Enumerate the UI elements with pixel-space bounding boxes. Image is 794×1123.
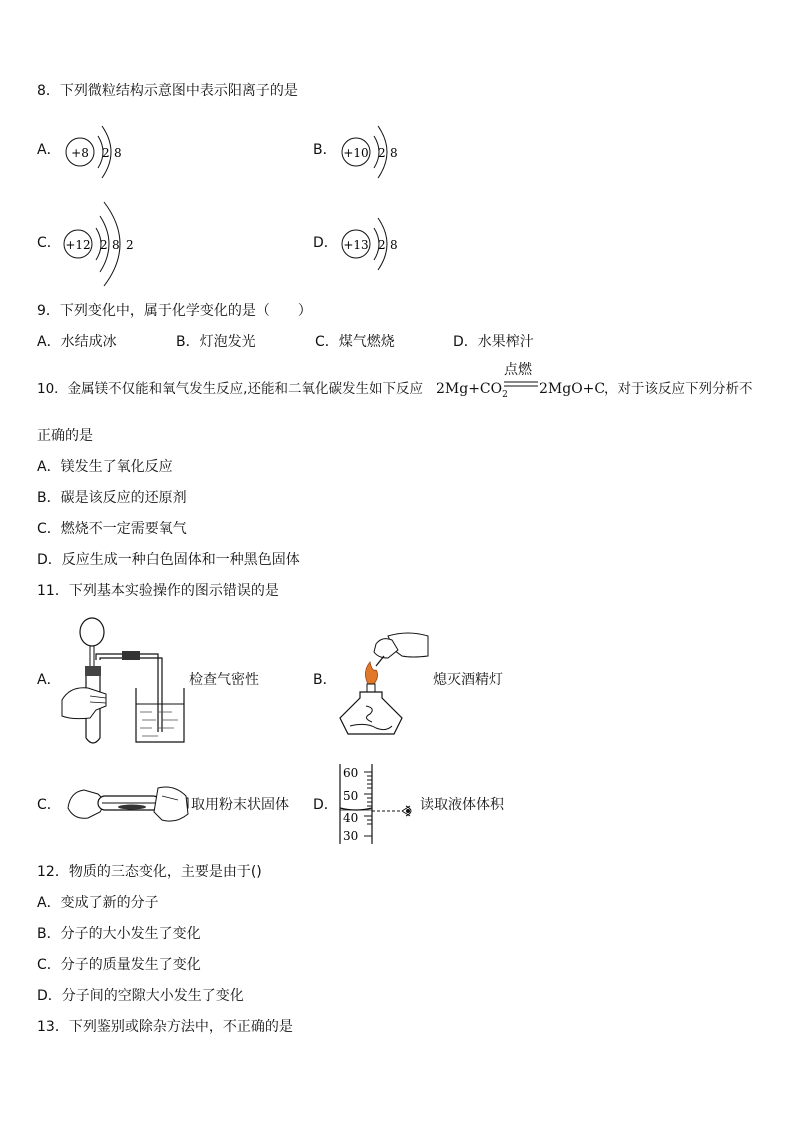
q12-option-d: D．分子间的空隙大小发生了变化 <box>37 988 244 1004</box>
q10-stem-line2: 正确的是 <box>37 428 93 444</box>
q8-option-d-label: D． <box>313 235 338 251</box>
q8-atom-diagram-a <box>64 118 134 186</box>
q10-equation-right: 2MgO+C <box>539 381 606 397</box>
q12-option-a: A．变成了新的分子 <box>37 895 159 911</box>
svg-text:2: 2 <box>102 146 110 160</box>
q8-option-b-label: B． <box>313 142 337 158</box>
svg-text:+12: +12 <box>65 238 91 252</box>
q9-option-a: A．水结成冰 <box>37 334 117 350</box>
svg-text:30: 30 <box>343 829 359 843</box>
q10-option-d: D．反应生成一种白色固体和一种黑色固体 <box>37 552 300 568</box>
q10-equation-left: $2Mg+CO_2$ <box>436 381 508 400</box>
q10-option-a: A．镁发生了氧化反应 <box>37 459 173 475</box>
svg-text:60: 60 <box>343 766 359 780</box>
q12-stem: 12．物质的三态变化，主要是由于() <box>37 864 262 880</box>
q10-option-b: B．碳是该反应的还原剂 <box>37 490 187 506</box>
q10-option-c: C．燃烧不一定需要氧气 <box>37 521 187 537</box>
q10-stem-end: ，对于该反应下列分析不 <box>604 381 753 397</box>
q11-stem: 11．下列基本实验操作的图示错误的是 <box>37 583 279 599</box>
q11-option-d-label: D． <box>313 797 338 813</box>
svg-text:50: 50 <box>343 789 359 803</box>
q11-option-c-label: C． <box>37 797 61 813</box>
q11-option-c-caption: 取用粉末状固体 <box>191 797 289 813</box>
q11-option-b-label: B． <box>313 672 337 688</box>
q9-option-b: B．灯泡发光 <box>176 334 256 350</box>
graduated-cylinder-illustration <box>336 762 420 846</box>
q12-option-c: C．分子的质量发生了变化 <box>37 957 201 973</box>
water-beaker-icon <box>132 682 188 746</box>
svg-text:2: 2 <box>378 146 386 160</box>
q8-stem: 8．下列微粒结构示意图中表示阳离子的是 <box>37 83 298 99</box>
svg-text:2: 2 <box>126 238 134 252</box>
q11-option-d-caption: 读取液体体积 <box>420 797 504 813</box>
q8-option-c-label: C． <box>37 235 61 251</box>
q10-stem-start: 10．金属镁不仅能和氧气发生反应,还能和二氧化碳发生如下反应 <box>37 381 423 397</box>
svg-text:2: 2 <box>100 238 108 252</box>
q9-stem: 9．下列变化中，属于化学变化的是（ ） <box>37 303 312 319</box>
svg-text:8: 8 <box>390 146 398 160</box>
q9-option-c: C．煤气燃烧 <box>315 334 395 350</box>
q9-option-d: D．水果榨汁 <box>453 334 534 350</box>
q10-equals-sign <box>504 380 538 388</box>
svg-text:+8: +8 <box>71 146 89 160</box>
svg-text:+10: +10 <box>343 146 369 160</box>
q8-atom-diagram-b <box>340 118 410 186</box>
alcohol-lamp-illustration <box>336 628 432 740</box>
q10-equation-condition: 点燃 <box>504 362 532 378</box>
q8-option-a-label: A． <box>37 142 61 158</box>
svg-text:8: 8 <box>112 238 120 252</box>
q11-option-a-caption: 检查气密性 <box>189 672 259 688</box>
svg-text:40: 40 <box>343 811 359 825</box>
q11-option-b-caption: 熄灭酒精灯 <box>433 672 503 688</box>
q8-atom-diagram-c <box>62 198 142 290</box>
q8-atom-diagram-d <box>340 210 410 278</box>
q12-option-b: B．分子的大小发生了变化 <box>37 926 201 942</box>
svg-text:8: 8 <box>390 238 398 252</box>
svg-text:+13: +13 <box>343 238 369 252</box>
svg-text:2: 2 <box>378 238 386 252</box>
powder-solid-illustration <box>66 778 190 830</box>
svg-text:8: 8 <box>114 146 122 160</box>
q11-option-a-label: A． <box>37 672 61 688</box>
q13-stem: 13．下列鉴别或除杂方法中，不正确的是 <box>37 1019 293 1035</box>
